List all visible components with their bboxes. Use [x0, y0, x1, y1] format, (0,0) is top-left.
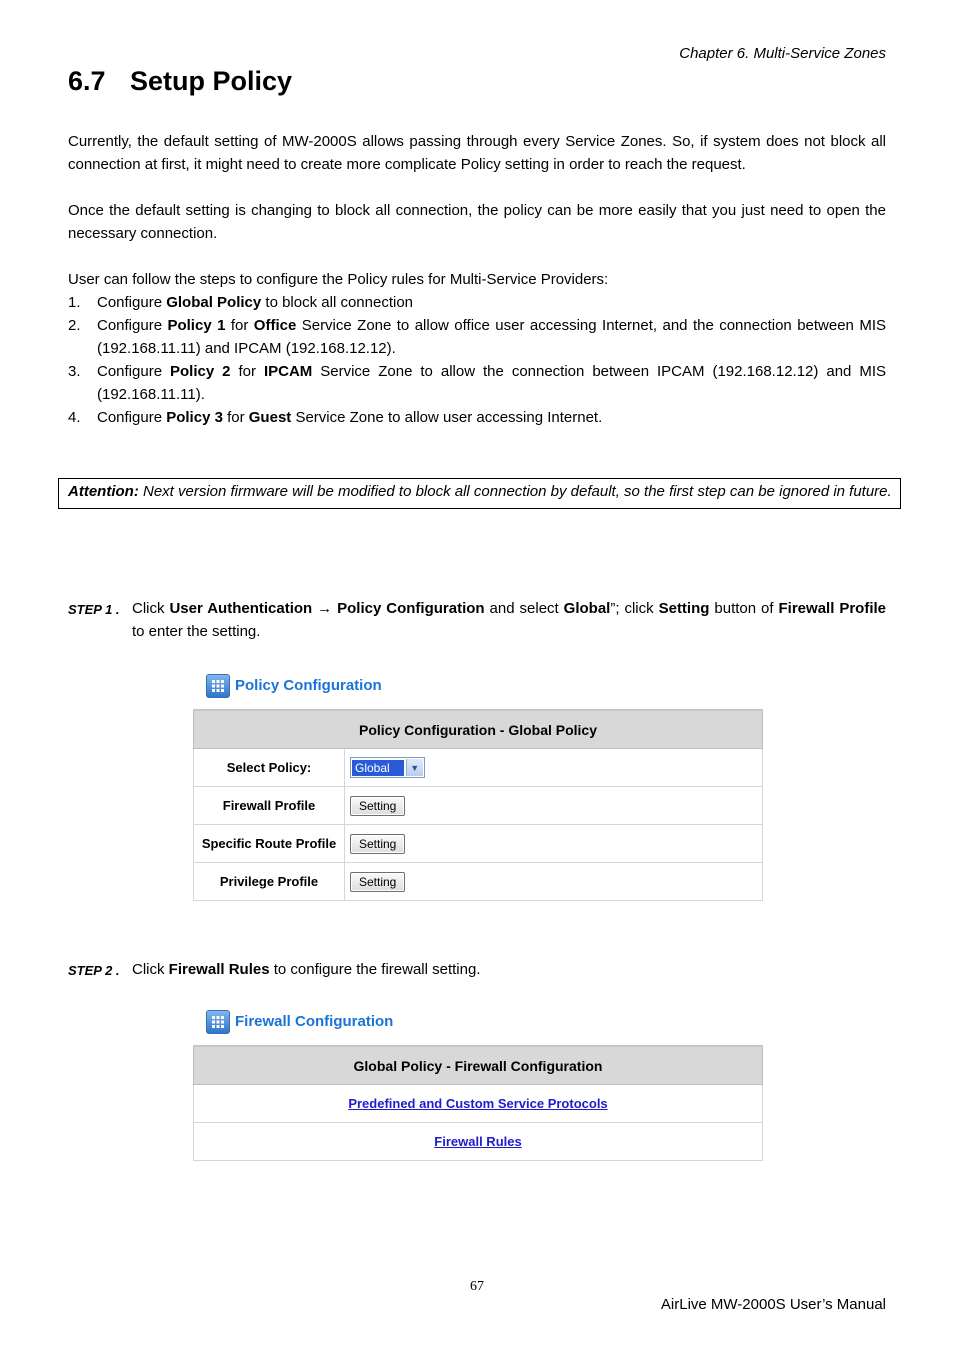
select-policy-label: Select Policy:	[194, 749, 345, 787]
bold-text: Global	[563, 600, 611, 617]
policy-config-title-text: Policy Configuration	[235, 676, 382, 694]
text: Service Zone to allow office user accessing Internet, and the connection between MIS (192.168.11.11) and IPCAM (192.168.12.12).	[97, 317, 886, 357]
firewall-profile-label: Firewall Profile	[194, 787, 345, 825]
list-item	[68, 314, 886, 360]
firewall-config-title	[206, 1010, 393, 1034]
bold-text: Policy 2	[170, 363, 231, 380]
step-text	[132, 958, 886, 981]
step1-instruction	[68, 597, 886, 643]
text: Click	[132, 600, 170, 617]
select-policy-cell	[345, 749, 763, 787]
text: for	[222, 409, 249, 426]
chevron-down-icon[interactable]: ▼	[406, 759, 423, 776]
attention-text: Next version firmware will be modified to block all connection by default, so the first step can be ignored in future.	[138, 483, 892, 500]
bold-text: Office	[253, 317, 297, 334]
text: to configure the firewall setting.	[269, 961, 481, 978]
list-item	[68, 291, 886, 314]
table-row	[194, 787, 763, 825]
text: Service Zone to allow user accessing Internet.	[291, 409, 603, 426]
list-number: 4.	[68, 409, 81, 426]
text: Configure	[97, 317, 168, 334]
step-label: STEP 2 .	[68, 963, 120, 978]
text: for	[225, 317, 254, 334]
text: Configure	[97, 363, 171, 380]
bold-text: Policy 3	[166, 409, 223, 426]
bold-text: Policy Configuration	[337, 600, 485, 617]
chapter-header: Chapter 6. Multi-Service Zones	[679, 45, 886, 62]
attention-box	[58, 478, 901, 509]
table-row	[194, 1085, 763, 1123]
default-setting-paragraph: Once the default setting is changing to block all connection, the policy can be more easily that you just need to open the necessary connection.	[68, 202, 886, 242]
section-title: Setup Policy	[130, 66, 293, 96]
list-number: 2.	[68, 317, 81, 334]
policy-config-table	[193, 709, 763, 901]
step2-instruction	[68, 958, 886, 981]
text: button of	[709, 600, 779, 617]
bold-text: Firewall Profile	[778, 600, 887, 617]
section-heading	[68, 66, 292, 97]
page-number: 67	[470, 1279, 484, 1294]
bold-text: User Authentication	[169, 600, 313, 617]
table-row	[194, 863, 763, 901]
section-number: 6.7	[68, 66, 106, 96]
text: for	[230, 363, 264, 380]
text: and select	[484, 600, 564, 617]
firewall-config-table	[193, 1045, 763, 1161]
arrow-text: →	[312, 600, 338, 617]
firewall-rules-link[interactable]: Firewall Rules	[434, 1134, 522, 1149]
text: to enter the setting.	[132, 623, 261, 640]
firewall-config-title-text: Firewall Configuration	[235, 1012, 394, 1030]
grid-icon	[206, 1010, 230, 1034]
route-profile-label: Specific Route Profile	[194, 825, 345, 863]
text: Service Zone to allow the connection between IPCAM (192.168.12.12) and MIS (192.168.11.11).	[97, 363, 887, 403]
table-row	[194, 749, 763, 787]
attention-label: Attention:	[68, 483, 139, 500]
bold-text: IPCAM	[263, 363, 313, 380]
steps-list	[68, 291, 886, 429]
bold-text: Global Policy	[166, 294, 262, 311]
firewall-table-header: Global Policy - Firewall Configuration	[194, 1046, 763, 1085]
policy-config-title	[206, 674, 382, 698]
rules-link-cell	[194, 1123, 763, 1161]
grid-icon	[206, 674, 230, 698]
bold-text: Setting	[658, 600, 710, 617]
step-text	[132, 597, 886, 643]
list-number: 3.	[68, 363, 81, 380]
privilege-profile-cell	[345, 863, 763, 901]
text: Configure	[97, 409, 167, 426]
list-item	[68, 360, 886, 406]
policy-select[interactable]	[350, 757, 425, 778]
table-row	[194, 1123, 763, 1161]
firewall-setting-button[interactable]: Setting	[350, 796, 405, 816]
bold-text: Policy 1	[167, 317, 226, 334]
privilege-setting-button[interactable]: Setting	[350, 872, 405, 892]
table-row	[194, 825, 763, 863]
policy-table-header: Policy Configuration - Global Policy	[194, 710, 763, 749]
list-item	[68, 406, 886, 429]
route-setting-button[interactable]: Setting	[350, 834, 405, 854]
policy-select-value: Global	[352, 760, 404, 776]
text: Configure	[97, 294, 167, 311]
text: Click	[132, 961, 169, 978]
steps-intro: User can follow the steps to configure the Policy rules for Multi-Service Providers:	[68, 271, 609, 288]
manual-footer: AirLive MW-2000S User’s Manual	[660, 1296, 886, 1313]
intro-paragraph: Currently, the default setting of MW-2000S allows passing through every Service Zones. So, if system does not block all connection at first, it might need to create more complicate Policy setting in order to reach the request.	[68, 133, 886, 173]
firewall-profile-cell	[345, 787, 763, 825]
route-profile-cell	[345, 825, 763, 863]
list-number: 1.	[68, 294, 81, 311]
bold-text: Guest	[248, 409, 292, 426]
step-label: STEP 1 .	[68, 602, 120, 617]
bold-text: Firewall Rules	[168, 961, 270, 978]
service-protocols-link[interactable]: Predefined and Custom Service Protocols	[348, 1096, 608, 1111]
privilege-profile-label: Privilege Profile	[194, 863, 345, 901]
text: to block all connection	[261, 294, 414, 311]
protocols-link-cell	[194, 1085, 763, 1123]
text: ”; click	[610, 600, 659, 617]
